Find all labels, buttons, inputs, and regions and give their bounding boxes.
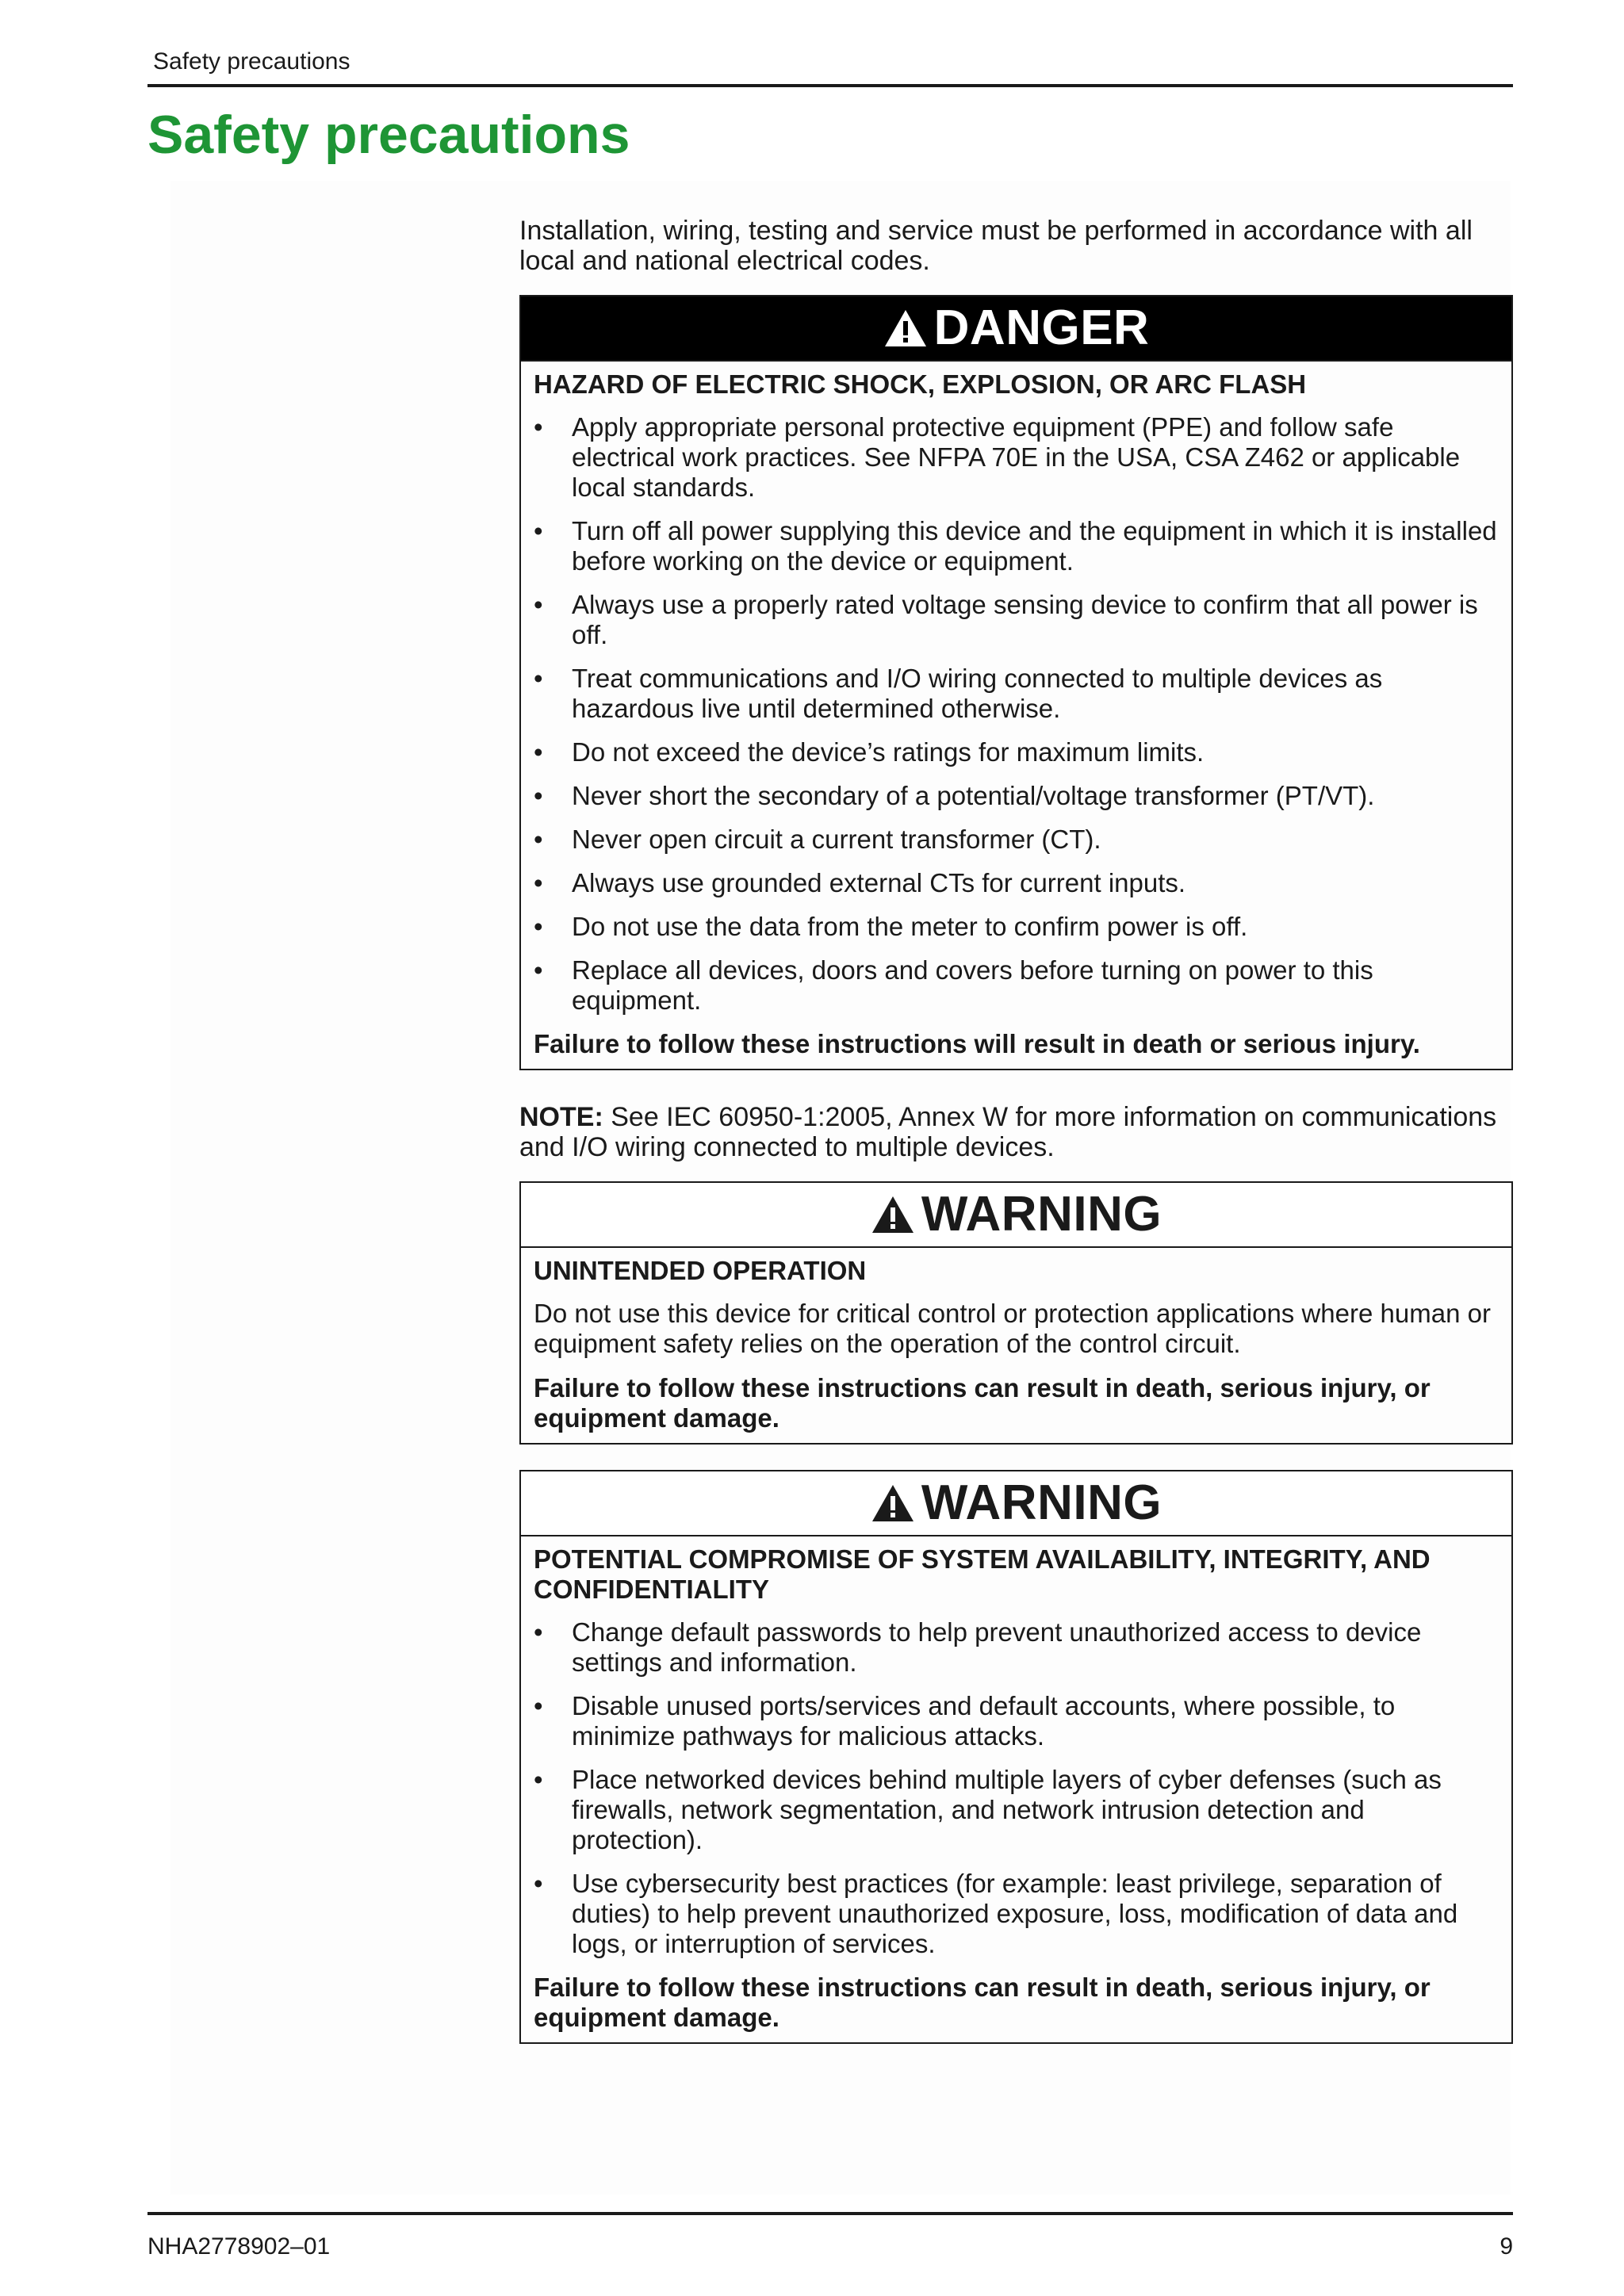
warning-list-item: • Change default passwords to help prevent unauthorized access to device settings and information. <box>534 1617 1422 1677</box>
danger-list-item: • Apply appropriate personal protective equipment (PPE) and follow safe electrical work practices. See NFPA 70E in the USA, CSA Z462 or applicable local standards. <box>534 412 1461 502</box>
danger-list-item: • Never short the secondary of a potential/voltage transformer (PT/VT). <box>534 781 1375 810</box>
footer-doc-number: NHA2778902–01 <box>147 2233 331 2260</box>
danger-list-item: • Never open circuit a current transformer (CT). <box>534 825 1101 854</box>
danger-list-item: • Do not use the data from the meter to confirm power is off. <box>534 912 1248 941</box>
warning-list-item: • Use cybersecurity best practices (for example: least privilege, separation of duties) to help prevent unauthorized exposure, loss, modification of data and logs, or interruption of services. <box>534 1869 1458 1958</box>
warning-list-item: • Place networked devices behind multiple layers of cyber defenses (such as firewalls, network segmentation, and network intrusion detection and protection). <box>534 1765 1442 1854</box>
danger-message-box <box>519 295 1513 1070</box>
warning-hazard-title: POTENTIAL COMPROMISE OF SYSTEM AVAILABILITY, INTEGRITY, AND CONFIDENTIALITY <box>534 1544 1431 1604</box>
footer-page-number: 9 <box>1500 2233 1513 2260</box>
danger-consequence: Failure to follow these instructions will result in death or serious injury. <box>534 1029 1420 1058</box>
danger-signal-word: DANGER <box>933 300 1150 355</box>
danger-list <box>534 412 1499 1016</box>
danger-list-item: • Replace all devices, doors and covers before turning on power to this equipment. <box>534 955 1373 1015</box>
main-content <box>519 216 1513 2044</box>
warning-list-item: • Disable unused ports/services and default accounts, where possible, to minimize pathways for malicious attacks. <box>534 1691 1396 1751</box>
warning-signal-word: WARNING <box>921 1187 1162 1242</box>
warning-triangle-icon <box>871 1483 915 1523</box>
warning-body <box>521 1536 1511 2042</box>
danger-list-item: • Treat communications and I/O wiring connected to multiple devices as hazardous live until determined otherwise. <box>534 664 1383 723</box>
danger-list-item: • Do not exceed the device’s ratings for maximum limits. <box>534 737 1205 767</box>
running-head: Safety precautions <box>153 48 350 75</box>
warning-header <box>521 1183 1511 1248</box>
warning-list <box>534 1617 1499 1959</box>
warning-hazard-title: UNINTENDED OPERATION <box>534 1256 867 1285</box>
warning-body-text: Do not use this device for critical control or protection applications where human or equipment safety relies on the operation of the control circuit. <box>534 1299 1491 1358</box>
warning-body <box>521 1248 1511 1443</box>
danger-header <box>521 297 1511 362</box>
warning-header <box>521 1471 1511 1536</box>
warning-signal-word: WARNING <box>921 1475 1162 1530</box>
warning-triangle-icon <box>871 1195 915 1234</box>
warning-message-box-cybersecurity <box>519 1470 1513 2044</box>
warning-message-box-unintended-operation <box>519 1181 1513 1445</box>
warning-triangle-icon <box>883 308 928 348</box>
page-title: Safety precautions <box>147 105 630 165</box>
warning-consequence: Failure to follow these instructions can result in death, serious injury, or equipment damage. <box>534 1373 1431 1433</box>
note-text: See IEC 60950-1:2005, Annex W for more information on communications and I/O wiring connected to multiple devices. <box>519 1102 1497 1162</box>
danger-hazard-title: HAZARD OF ELECTRIC SHOCK, EXPLOSION, OR ARC FLASH <box>534 369 1307 399</box>
danger-list-item: • Turn off all power supplying this device and the equipment in which it is installed before working on the device or equipment. <box>534 516 1497 576</box>
danger-body <box>521 362 1511 1069</box>
danger-list-item: • Always use a properly rated voltage sensing device to confirm that all power is off. <box>534 590 1478 649</box>
note-label: NOTE: <box>519 1102 603 1132</box>
header-rule <box>147 84 1513 87</box>
warning-consequence: Failure to follow these instructions can result in death, serious injury, or equipment damage. <box>534 1973 1431 2032</box>
footer-rule <box>147 2212 1513 2215</box>
note-paragraph <box>519 1102 1513 1162</box>
danger-list-item: • Always use grounded external CTs for current inputs. <box>534 868 1186 897</box>
intro-paragraph: Installation, wiring, testing and service must be performed in accordance with all local and national electrical codes. <box>519 216 1473 276</box>
